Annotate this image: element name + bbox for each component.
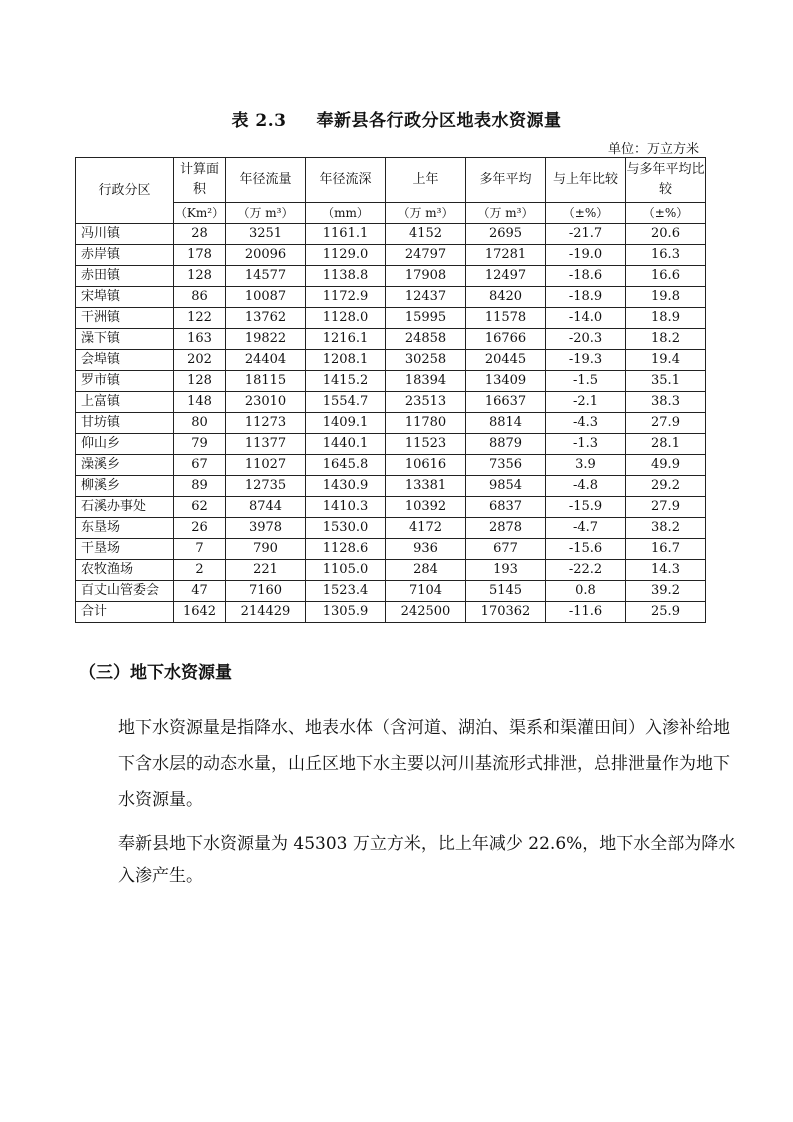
- value-cell: 128: [174, 266, 226, 287]
- table-row: [76, 434, 706, 455]
- value-cell: 13381: [386, 476, 466, 497]
- value-cell: -14.0: [546, 308, 626, 329]
- value-cell: 7104: [386, 581, 466, 602]
- header-vs-last-year: 与上年比较: [546, 158, 626, 203]
- header-vs-multi-year: 与多年平均比较: [626, 158, 706, 203]
- value-cell: 80: [174, 413, 226, 434]
- region-name-cell: 会埠镇: [76, 350, 174, 371]
- table-row: [76, 455, 706, 476]
- unit-runoff-depth: （mm）: [306, 203, 386, 224]
- value-cell: 2695: [466, 224, 546, 245]
- region-name-cell: 干洲镇: [76, 308, 174, 329]
- value-cell: 0.8: [546, 581, 626, 602]
- value-cell: 10616: [386, 455, 466, 476]
- value-cell: 25.9: [626, 602, 706, 623]
- table-row: [76, 539, 706, 560]
- value-cell: 89: [174, 476, 226, 497]
- value-cell: -15.6: [546, 539, 626, 560]
- value-cell: 10087: [226, 287, 306, 308]
- value-cell: 47: [174, 581, 226, 602]
- value-cell: 4172: [386, 518, 466, 539]
- value-cell: -19.3: [546, 350, 626, 371]
- value-cell: 790: [226, 539, 306, 560]
- value-cell: 28: [174, 224, 226, 245]
- header-region: 行政分区: [76, 158, 174, 224]
- value-cell: 19.8: [626, 287, 706, 308]
- unit-runoff-volume: （万 m³）: [226, 203, 306, 224]
- value-cell: 11273: [226, 413, 306, 434]
- value-cell: 24797: [386, 245, 466, 266]
- value-cell: 1554.7: [306, 392, 386, 413]
- value-cell: -4.3: [546, 413, 626, 434]
- table-row: [76, 581, 706, 602]
- value-cell: 30258: [386, 350, 466, 371]
- value-cell: 18.9: [626, 308, 706, 329]
- value-cell: 39.2: [626, 581, 706, 602]
- value-cell: 8744: [226, 497, 306, 518]
- table-title: [0, 106, 793, 131]
- unit-vs-last-year: （±%）: [546, 203, 626, 224]
- value-cell: 13409: [466, 371, 546, 392]
- value-cell: -18.9: [546, 287, 626, 308]
- value-cell: 3978: [226, 518, 306, 539]
- value-cell: 1172.9: [306, 287, 386, 308]
- region-name-cell: 澡溪乡: [76, 455, 174, 476]
- value-cell: 29.2: [626, 476, 706, 497]
- table-row: [76, 266, 706, 287]
- value-cell: 15995: [386, 308, 466, 329]
- value-cell: -22.2: [546, 560, 626, 581]
- table-title-text: 奉新县各行政分区地表水资源量: [316, 111, 562, 131]
- value-cell: 12497: [466, 266, 546, 287]
- table-row: [76, 308, 706, 329]
- region-name-cell: 上富镇: [76, 392, 174, 413]
- value-cell: 17908: [386, 266, 466, 287]
- value-cell: 193: [466, 560, 546, 581]
- value-cell: -4.8: [546, 476, 626, 497]
- region-name-cell: 赤岸镇: [76, 245, 174, 266]
- value-cell: 163: [174, 329, 226, 350]
- table-row: [76, 350, 706, 371]
- value-cell: 1161.1: [306, 224, 386, 245]
- value-cell: 1430.9: [306, 476, 386, 497]
- value-cell: 27.9: [626, 413, 706, 434]
- value-cell: 1410.3: [306, 497, 386, 518]
- value-cell: 7: [174, 539, 226, 560]
- value-cell: 1208.1: [306, 350, 386, 371]
- unit-last-year: （万 m³）: [386, 203, 466, 224]
- value-cell: 49.9: [626, 455, 706, 476]
- header-runoff-depth: 年径流深: [306, 158, 386, 203]
- table-row: [76, 392, 706, 413]
- value-cell: 9854: [466, 476, 546, 497]
- value-cell: 936: [386, 539, 466, 560]
- value-cell: 7160: [226, 581, 306, 602]
- value-cell: 24404: [226, 350, 306, 371]
- value-cell: 1305.9: [306, 602, 386, 623]
- value-cell: 1138.8: [306, 266, 386, 287]
- table-header-row: [76, 158, 706, 203]
- header-runoff-volume: 年径流量: [226, 158, 306, 203]
- value-cell: 2: [174, 560, 226, 581]
- value-cell: 23513: [386, 392, 466, 413]
- value-cell: 11377: [226, 434, 306, 455]
- value-cell: 214429: [226, 602, 306, 623]
- table-row: [76, 518, 706, 539]
- table-row: [76, 497, 706, 518]
- value-cell: -1.5: [546, 371, 626, 392]
- value-cell: 23010: [226, 392, 306, 413]
- value-cell: 170362: [466, 602, 546, 623]
- table-number: 表 2.3: [231, 111, 287, 131]
- table-row: [76, 224, 706, 245]
- table-row: [76, 371, 706, 392]
- value-cell: -19.0: [546, 245, 626, 266]
- value-cell: -15.9: [546, 497, 626, 518]
- value-cell: 24858: [386, 329, 466, 350]
- value-cell: 18115: [226, 371, 306, 392]
- value-cell: -20.3: [546, 329, 626, 350]
- region-name-cell: 罗市镇: [76, 371, 174, 392]
- unit-multi-year-average: （万 m³）: [466, 203, 546, 224]
- value-cell: 284: [386, 560, 466, 581]
- table-row: [76, 287, 706, 308]
- value-cell: 38.3: [626, 392, 706, 413]
- value-cell: 16.3: [626, 245, 706, 266]
- region-name-cell: 仰山乡: [76, 434, 174, 455]
- value-cell: -4.7: [546, 518, 626, 539]
- value-cell: 4152: [386, 224, 466, 245]
- value-cell: 19.4: [626, 350, 706, 371]
- value-cell: 38.2: [626, 518, 706, 539]
- value-cell: 8420: [466, 287, 546, 308]
- value-cell: 7356: [466, 455, 546, 476]
- value-cell: 148: [174, 392, 226, 413]
- table-row: [76, 329, 706, 350]
- value-cell: 16637: [466, 392, 546, 413]
- region-name-cell: 干垦场: [76, 539, 174, 560]
- value-cell: 221: [226, 560, 306, 581]
- table-row: [76, 413, 706, 434]
- value-cell: -21.7: [546, 224, 626, 245]
- value-cell: 13762: [226, 308, 306, 329]
- value-cell: 35.1: [626, 371, 706, 392]
- value-cell: 20096: [226, 245, 306, 266]
- value-cell: 1128.0: [306, 308, 386, 329]
- value-cell: 1128.6: [306, 539, 386, 560]
- unit-vs-multi-year: （±%）: [626, 203, 706, 224]
- table-row: [76, 560, 706, 581]
- region-name-cell: 赤田镇: [76, 266, 174, 287]
- value-cell: 1530.0: [306, 518, 386, 539]
- value-cell: 11027: [226, 455, 306, 476]
- table-row: [76, 476, 706, 497]
- region-name-cell: 石溪办事处: [76, 497, 174, 518]
- value-cell: 3251: [226, 224, 306, 245]
- value-cell: 27.9: [626, 497, 706, 518]
- header-last-year: 上年: [386, 158, 466, 203]
- value-cell: -18.6: [546, 266, 626, 287]
- value-cell: 122: [174, 308, 226, 329]
- value-cell: 1523.4: [306, 581, 386, 602]
- header-multi-year-average: 多年平均: [466, 158, 546, 203]
- value-cell: 12735: [226, 476, 306, 497]
- value-cell: 14577: [226, 266, 306, 287]
- value-cell: 20445: [466, 350, 546, 371]
- value-cell: 10392: [386, 497, 466, 518]
- header-area: 计算面积: [174, 158, 226, 203]
- value-cell: 1440.1: [306, 434, 386, 455]
- table-row: [76, 602, 706, 623]
- value-cell: 62: [174, 497, 226, 518]
- value-cell: 12437: [386, 287, 466, 308]
- value-cell: 11780: [386, 413, 466, 434]
- value-cell: 202: [174, 350, 226, 371]
- value-cell: 28.1: [626, 434, 706, 455]
- value-cell: 6837: [466, 497, 546, 518]
- value-cell: 1645.8: [306, 455, 386, 476]
- value-cell: 18394: [386, 371, 466, 392]
- region-name-cell: 冯川镇: [76, 224, 174, 245]
- value-cell: 242500: [386, 602, 466, 623]
- region-name-cell: 柳溪乡: [76, 476, 174, 497]
- region-name-cell: 百丈山管委会: [76, 581, 174, 602]
- value-cell: 79: [174, 434, 226, 455]
- value-cell: 14.3: [626, 560, 706, 581]
- value-cell: 17281: [466, 245, 546, 266]
- region-name-cell: 宋埠镇: [76, 287, 174, 308]
- value-cell: 8879: [466, 434, 546, 455]
- table-row: [76, 245, 706, 266]
- value-cell: 677: [466, 539, 546, 560]
- value-cell: 86: [174, 287, 226, 308]
- unit-label: 单位：万立方米: [607, 142, 699, 157]
- value-cell: 8814: [466, 413, 546, 434]
- surface-water-table: [75, 157, 706, 623]
- value-cell: 26: [174, 518, 226, 539]
- paragraph-definition: 地下水资源量是指降水、地表水体（含河道、湖泊、渠系和渠灌田间）入渗补给地下含水层的动态水量，山丘区地下水主要以河川基流形式排泄，总排泄量作为地下水资源量。: [118, 718, 730, 810]
- value-cell: 3.9: [546, 455, 626, 476]
- value-cell: 67: [174, 455, 226, 476]
- region-name-cell: 澡下镇: [76, 329, 174, 350]
- value-cell: 1216.1: [306, 329, 386, 350]
- value-cell: 178: [174, 245, 226, 266]
- value-cell: 2878: [466, 518, 546, 539]
- region-name-cell: 农牧渔场: [76, 560, 174, 581]
- region-name-cell: 甘坊镇: [76, 413, 174, 434]
- unit-area: （Km²）: [174, 203, 226, 224]
- value-cell: 1642: [174, 602, 226, 623]
- value-cell: 1129.0: [306, 245, 386, 266]
- value-cell: 11523: [386, 434, 466, 455]
- region-name-cell: 东垦场: [76, 518, 174, 539]
- value-cell: -1.3: [546, 434, 626, 455]
- value-cell: 1415.2: [306, 371, 386, 392]
- value-cell: 20.6: [626, 224, 706, 245]
- value-cell: 16.7: [626, 539, 706, 560]
- table-body: [76, 224, 706, 623]
- region-name-cell: 合计: [76, 602, 174, 623]
- value-cell: 16766: [466, 329, 546, 350]
- value-cell: 128: [174, 371, 226, 392]
- value-cell: 1409.1: [306, 413, 386, 434]
- value-cell: 16.6: [626, 266, 706, 287]
- value-cell: -2.1: [546, 392, 626, 413]
- value-cell: 5145: [466, 581, 546, 602]
- paragraph-summary: 奉新县地下水资源量为 45303 万立方米，比上年减少 22.6%，地下水全部为降水入渗产生。: [118, 834, 736, 886]
- value-cell: -11.6: [546, 602, 626, 623]
- value-cell: 19822: [226, 329, 306, 350]
- section-heading: （三）地下水资源量: [79, 663, 232, 683]
- value-cell: 11578: [466, 308, 546, 329]
- value-cell: 1105.0: [306, 560, 386, 581]
- value-cell: 18.2: [626, 329, 706, 350]
